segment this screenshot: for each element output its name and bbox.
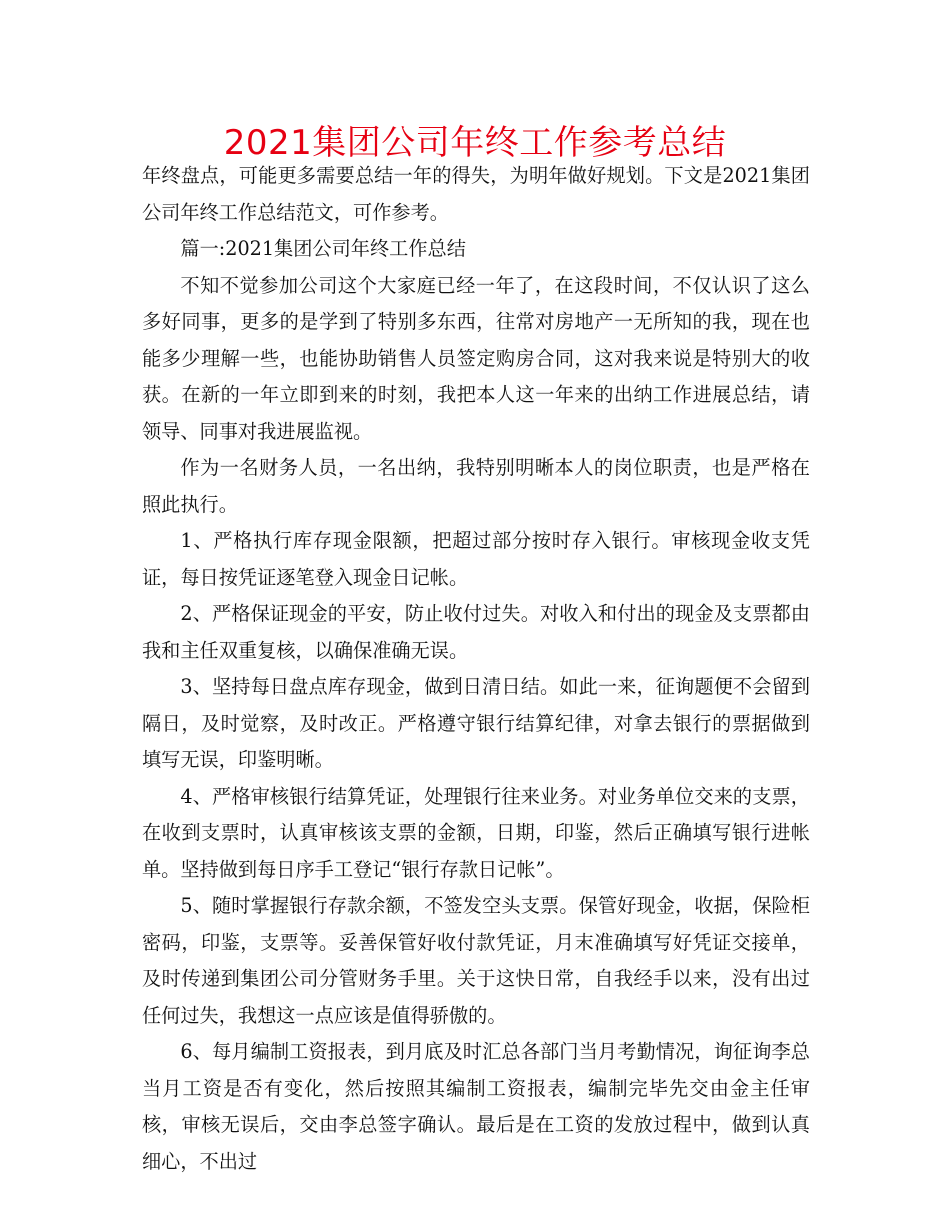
section-heading: 篇一:2021集团公司年终工作总结 — [180, 237, 466, 260]
document-body — [142, 158, 810, 1180]
duty-item-5: 5、随时掌握银行存款余额，不签发空头支票。保管好现金，收据，保险柜密码，印鉴，支票等。妥善保管好收付款凭证，月末准确填写好凭证交接单，及时传递到集团公司分管财务手里。关于这快日常，自我经手以来，没有出过任何过失，我想这一点应该是值得骄傲的。 — [142, 894, 810, 1027]
duty-item-6: 6、每月编制工资报表，到月底及时汇总各部门当月考勤情况，询征询李总当月工资是否有变化，然后按照其编制工资报表，编制完毕先交由金主任审核，审核无误后，交由李总签字确认。最后是在工资的发放过程中，做到认真细心，不出过 — [142, 1040, 810, 1173]
duty-item-1: 1、严格执行库存现金限额，把超过部分按时存入银行。审核现金收支凭证，每日按凭证逐笔登入现金日记帐。 — [142, 529, 810, 589]
document-title: 2021集团公司年终工作参考总结 — [223, 123, 727, 163]
duty-item-2: 2、严格保证现金的平安，防止收付过失。对收入和付出的现金及支票都由我和主任双重复核，以确保准确无误。 — [142, 602, 810, 662]
intro-paragraph: 年终盘点，可能更多需要总结一年的得失，为明年做好规划。下文是2021集团公司年终工作总结范文，可作参考。 — [142, 164, 810, 224]
body-paragraph: 不知不觉参加公司这个大家庭已经一年了，在这段时间，不仅认识了这么多好同事，更多的是学到了特别多东西，往常对房地产一无所知的我，现在也能多少理解一些，也能协助销售人员签定购房合同，这对我来说是特别大的收获。在新的一年立即到来的时刻，我把本人这一年来的出纳工作进展总结，请领导、同事对我进展监视。 — [142, 273, 810, 443]
body-paragraph: 作为一名财务人员，一名出纳，我特别明晰本人的岗位职责，也是严格在照此执行。 — [142, 456, 810, 516]
duty-item-3: 3、坚持每日盘点库存现金，做到日清日结。如此一来，征询题便不会留到隔日，及时觉察，及时改正。严格遵守银行结算纪律，对拿去银行的票据做到填写无误，印鉴明晰。 — [142, 675, 810, 771]
duty-item-4: 4、严格审核银行结算凭证，处理银行往来业务。对业务单位交来的支票，在收到支票时，认真审核该支票的金额，日期，印鉴，然后正确填写银行进帐单。坚持做到每日序手工登记“银行存款日记帐”。 — [142, 784, 810, 881]
